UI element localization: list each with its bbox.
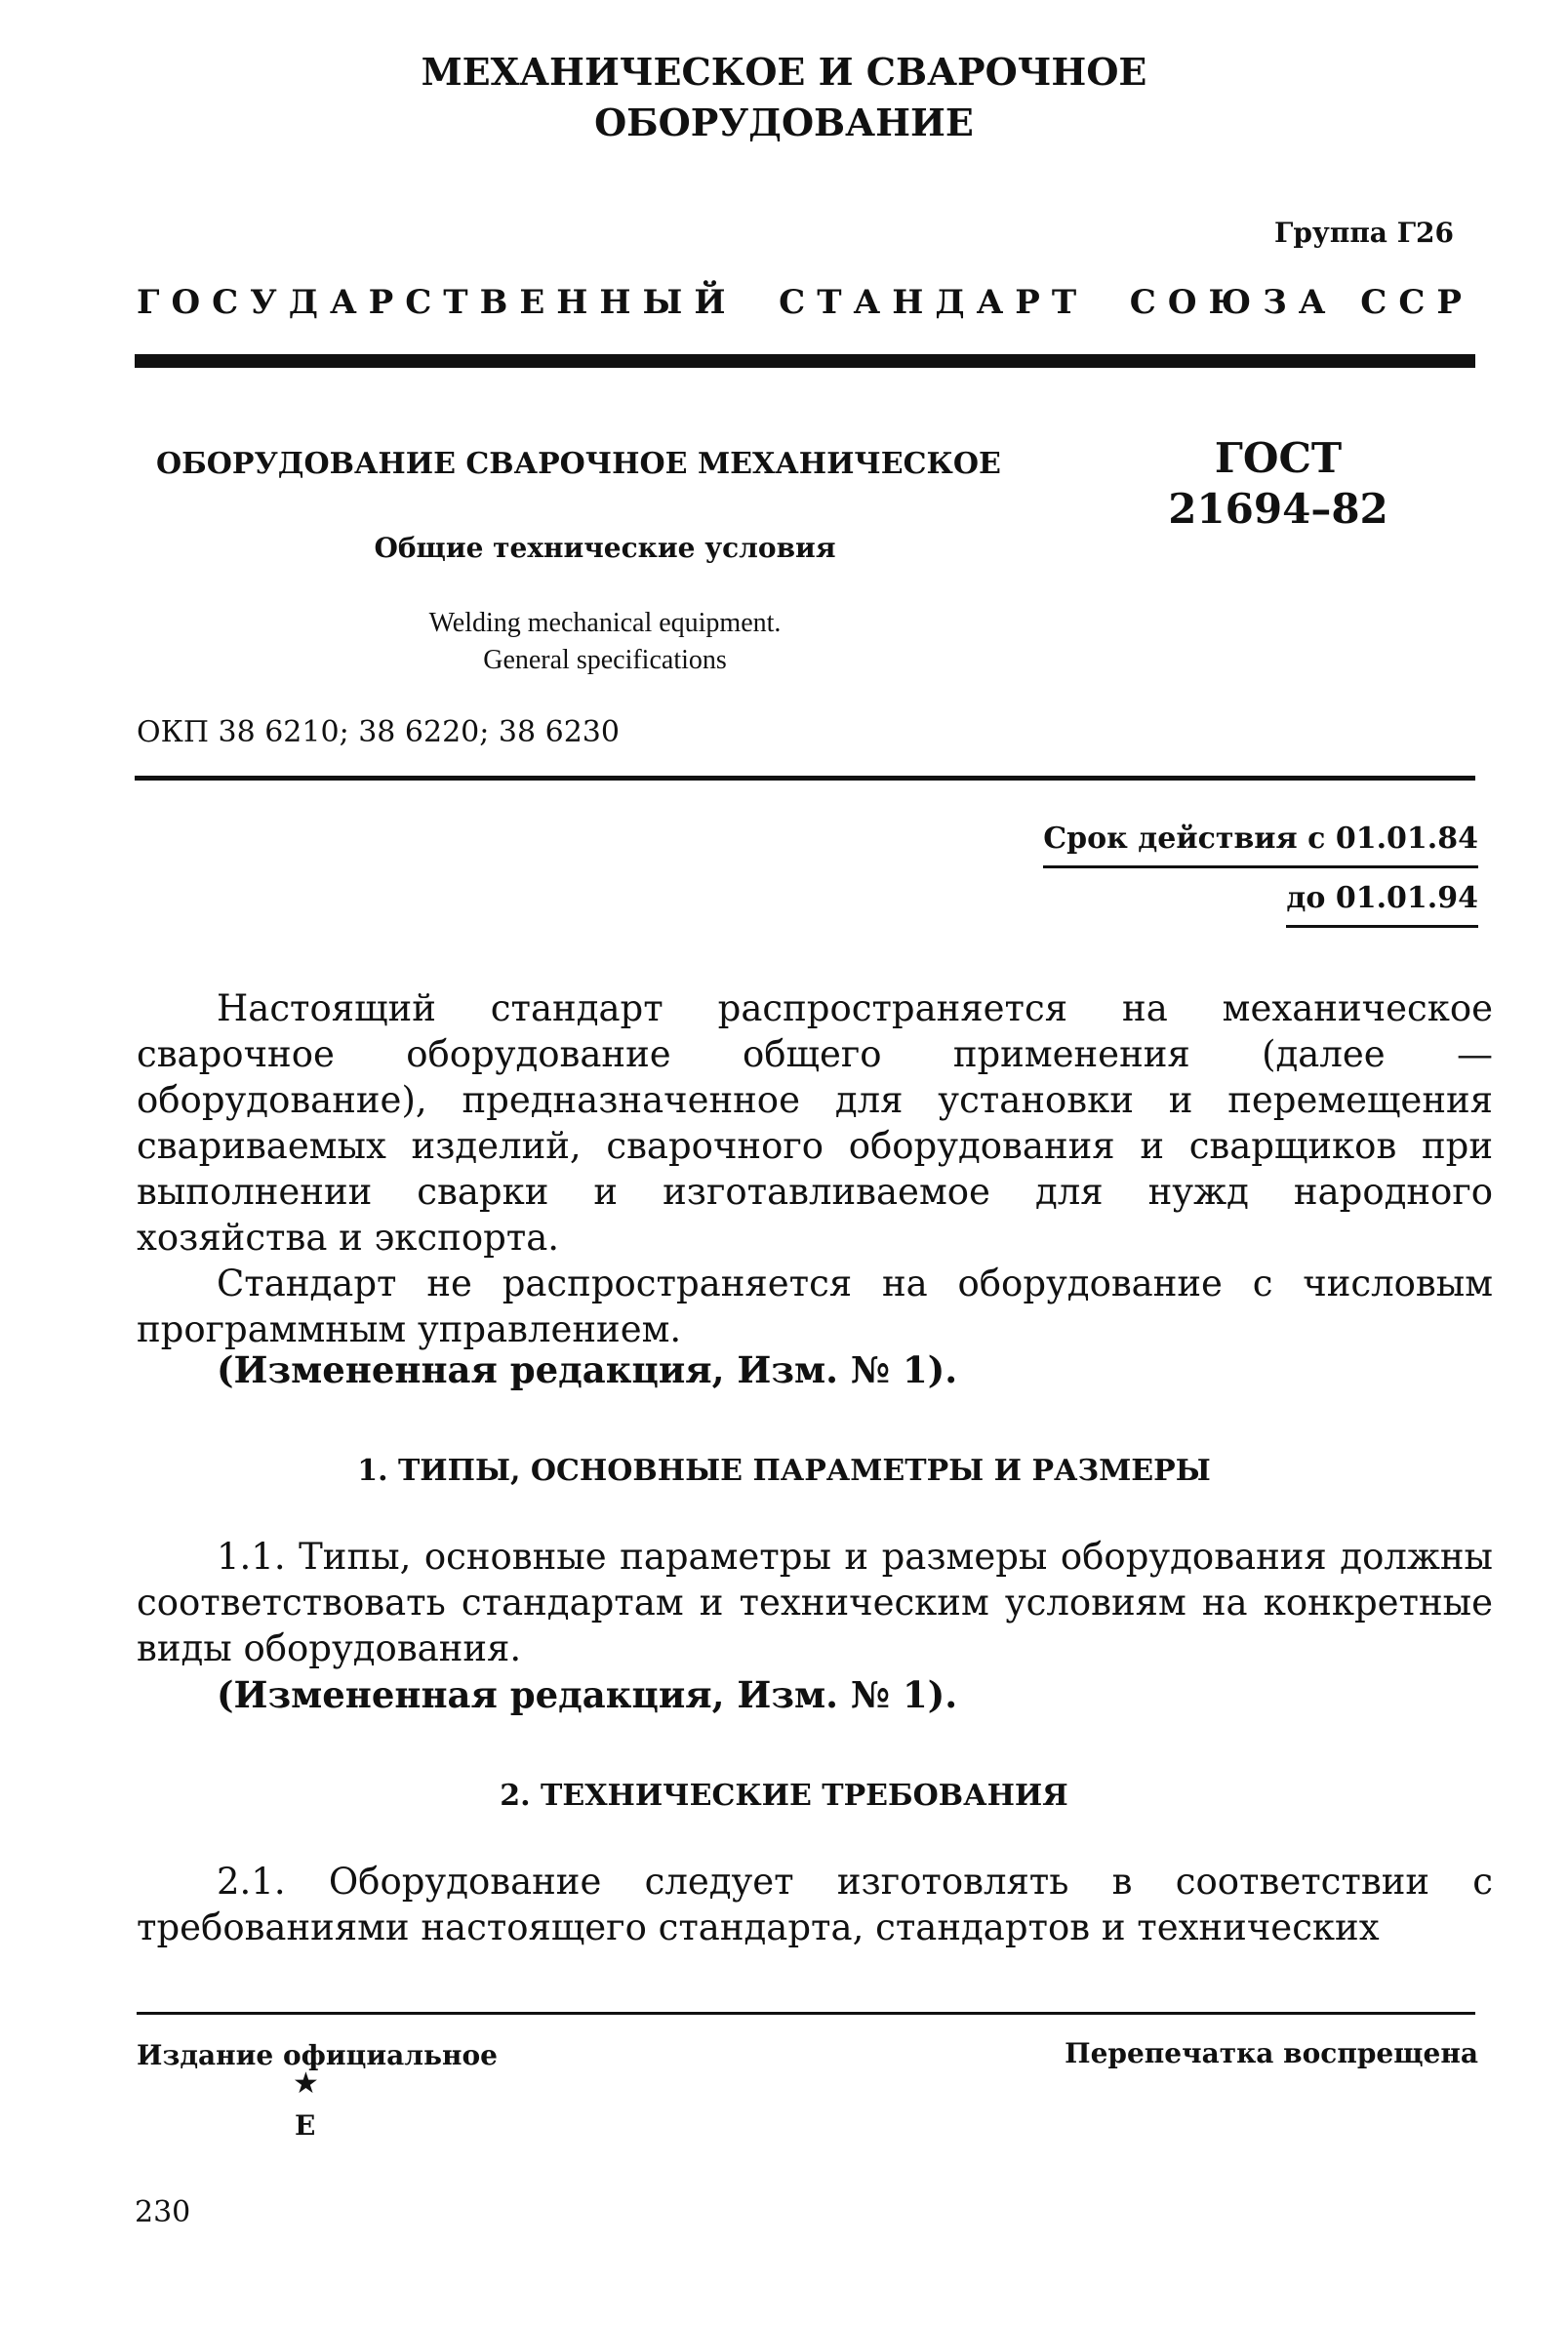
intro-amendment-note: (Измененная редакция, Изм. № 1). bbox=[217, 1348, 958, 1391]
intro-paragraph-2: Стандарт не распространяется на оборудование с числовым программным управлением. bbox=[137, 1263, 1493, 1350]
page-number: 230 bbox=[135, 2195, 191, 2229]
english-title bbox=[156, 605, 1054, 679]
gov-standard-line bbox=[137, 283, 1473, 322]
section-title-line-2: ОБОРУДОВАНИЕ bbox=[594, 100, 974, 144]
footer-divider bbox=[137, 2012, 1475, 2015]
section-1-paragraph: 1.1. Типы, основные параметры и размеры оборудования должны соответствовать стандартам и техническим условиям на конкретные виды оборудования. bbox=[137, 1536, 1493, 1669]
section-2-paragraph: 2.1. Оборудование следует изготовлять в соответствии с требованиями настоящего стандарта, стандартов и технических bbox=[137, 1861, 1493, 1948]
okp-codes: ОКП 38 6210; 38 6220; 38 6230 bbox=[137, 715, 620, 749]
section-2-heading: 2. ТЕХНИЧЕСКИЕ ТРЕБОВАНИЯ bbox=[500, 1779, 1068, 1813]
edition-mark: Е bbox=[295, 2109, 316, 2142]
gov-standard-word-2: СТАНДАРТ bbox=[779, 283, 1089, 322]
official-edition-label: Издание официальное bbox=[137, 2039, 498, 2071]
gost-code bbox=[1151, 433, 1405, 535]
star-icon: ★ bbox=[293, 2066, 319, 2101]
reprint-prohibited-label: Перепечатка воспрещена bbox=[1065, 2037, 1478, 2069]
english-title-line-1: Welding mechanical equipment. bbox=[428, 608, 782, 638]
thin-divider bbox=[135, 776, 1475, 781]
gost-label: ГОСТ bbox=[1214, 434, 1343, 482]
group-label: Группа Г26 bbox=[1273, 217, 1454, 249]
intro-paragraph-1: Настоящий стандарт распространяется на механическое сварочное оборудование общего применения (далее — оборудование), предназначенное для установки и перемещения свариваемых изделий, сварочного оборудования и сварщиков при выполнении сварки и изготавливаемое для нужд народного хозяйства и экспорта. bbox=[137, 987, 1493, 1259]
section-2-text bbox=[137, 1859, 1493, 1950]
english-title-line-2: General specifications bbox=[483, 645, 727, 675]
document-subtitle: Общие технические условия bbox=[374, 532, 836, 564]
thick-divider bbox=[135, 354, 1475, 368]
gost-number: 21694–82 bbox=[1168, 485, 1388, 533]
validity-to: до 01.01.94 bbox=[1286, 881, 1478, 928]
validity-from: Срок действия с 01.01.84 bbox=[1043, 822, 1478, 868]
section-1-text bbox=[137, 1534, 1493, 1671]
intro-text bbox=[137, 985, 1493, 1352]
section-1-amendment-note: (Измененная редакция, Изм. № 1). bbox=[217, 1673, 958, 1716]
gov-standard-word-3: СОЮЗА ССР bbox=[1129, 283, 1473, 322]
section-1-heading: 1. ТИПЫ, ОСНОВНЫЕ ПАРАМЕТРЫ И РАЗМЕРЫ bbox=[357, 1454, 1211, 1488]
section-title-line-1: МЕХАНИЧЕСКОЕ И СВАРОЧНОЕ bbox=[421, 50, 1147, 94]
gov-standard-word-1: ГОСУДАРСТВЕННЫЙ bbox=[137, 283, 738, 322]
document-title: ОБОРУДОВАНИЕ СВАРОЧНОЕ МЕХАНИЧЕСКОЕ bbox=[156, 447, 1001, 481]
